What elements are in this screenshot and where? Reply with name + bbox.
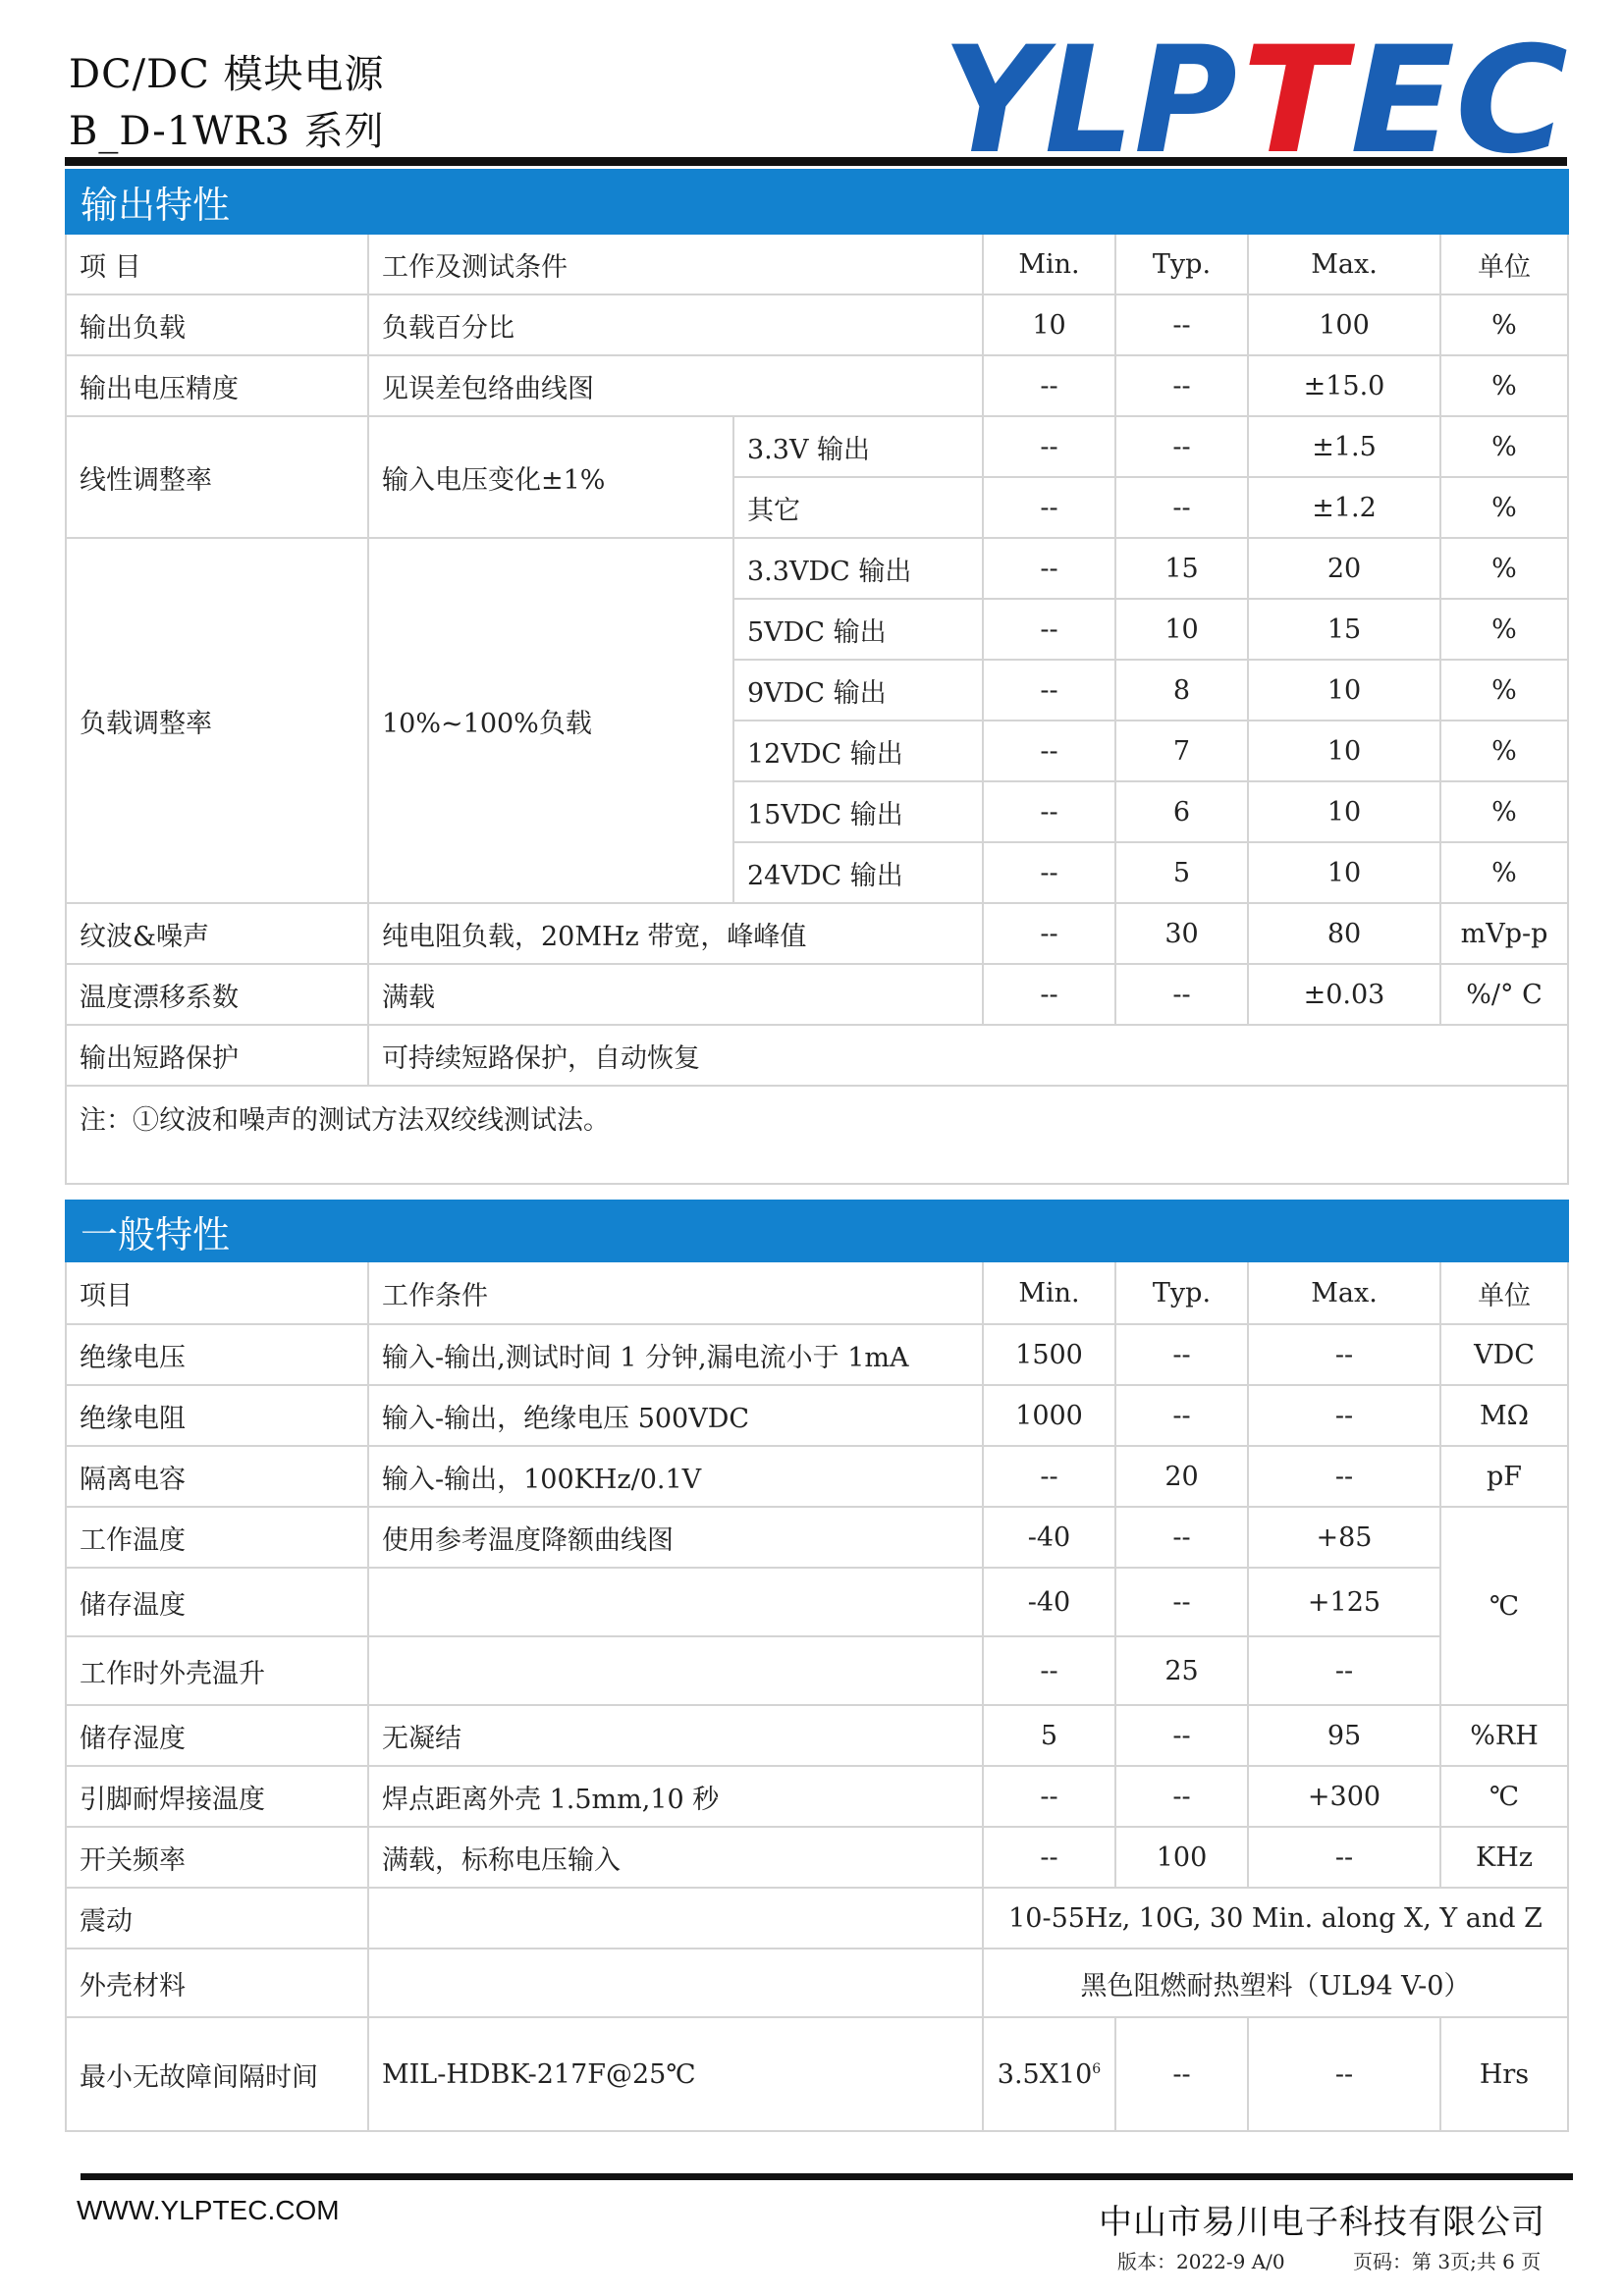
output-title-row (66, 170, 1568, 234)
row-typ: 6 (1115, 781, 1248, 842)
logo-ec: EC (1350, 41, 1568, 157)
row-min: -- (983, 1636, 1115, 1705)
row-typ: -- (1115, 2017, 1248, 2131)
row-typ: 20 (1115, 1446, 1248, 1507)
row-min: -- (983, 477, 1115, 538)
table-row (66, 1385, 1568, 1446)
row-condition: 焊点距离外壳 1.5mm,10 秒 (368, 1766, 983, 1827)
row-min (983, 2017, 1115, 2131)
row-item: 隔离电容 (66, 1446, 368, 1507)
row-unit: mVp-p (1440, 903, 1568, 964)
logo-t: T (1242, 41, 1356, 157)
row-min: -- (983, 416, 1115, 477)
row-condition: 负载百分比 (368, 294, 983, 355)
table-row (66, 1766, 1568, 1827)
row-max: ±15.0 (1248, 355, 1440, 416)
temperature-unit: ℃ (1440, 1507, 1568, 1705)
row-condition: 输入电压变化±1% (368, 416, 733, 538)
table-row (66, 1568, 1568, 1636)
table-row (66, 1507, 1568, 1568)
row-typ: 10 (1115, 599, 1248, 660)
case-material-value: 黑色阻燃耐热塑料（UL94 V-0） (983, 1949, 1568, 2017)
row-condition: 输入-输出，绝缘电压 500VDC (368, 1385, 983, 1446)
table-row (66, 355, 1568, 416)
row-condition (368, 1888, 983, 1949)
col-header-max: Max. (1248, 1261, 1440, 1324)
row-min: -40 (983, 1507, 1115, 1568)
table-row (66, 1827, 1568, 1888)
row-condition: 可持续短路保护，自动恢复 (368, 1025, 1568, 1086)
row-item: 绝缘电压 (66, 1324, 368, 1385)
row-max: +85 (1248, 1507, 1440, 1568)
ylptec-logo (943, 41, 1571, 157)
row-unit: KHz (1440, 1827, 1568, 1888)
row-item: 负载调整率 (66, 538, 368, 903)
row-item: 外壳材料 (66, 1949, 368, 2017)
general-title-row (66, 1201, 1568, 1261)
row-condition: 10%~100%负载 (368, 538, 733, 903)
row-unit: % (1440, 477, 1568, 538)
row-typ: -- (1115, 1385, 1248, 1446)
row-max: +300 (1248, 1766, 1440, 1827)
row-typ: -- (1115, 1568, 1248, 1636)
row-subcondition: 12VDC 输出 (733, 721, 983, 781)
row-condition: 纯电阻负载，20MHz 带宽，峰峰值 (368, 903, 983, 964)
output-header-row (66, 234, 1568, 294)
col-header-typ: Typ. (1115, 234, 1248, 294)
row-min: 1000 (983, 1385, 1115, 1446)
row-typ: 15 (1115, 538, 1248, 599)
table-row (66, 964, 1568, 1025)
row-condition: 见误差包络曲线图 (368, 355, 983, 416)
row-min: -- (983, 538, 1115, 599)
table-row (66, 1888, 1568, 1949)
row-max: 10 (1248, 781, 1440, 842)
row-item: 工作时外壳温升 (66, 1636, 368, 1705)
output-note: 注：①纹波和噪声的测试方法双绞线测试法。 (66, 1086, 1568, 1184)
row-condition (368, 1636, 983, 1705)
table-row (66, 538, 1568, 599)
row-unit: MΩ (1440, 1385, 1568, 1446)
footer-rule (81, 2173, 1573, 2180)
row-max: 80 (1248, 903, 1440, 964)
row-unit: % (1440, 842, 1568, 903)
row-typ: 30 (1115, 903, 1248, 964)
col-header-unit: 单位 (1440, 1261, 1568, 1324)
row-item: 温度漂移系数 (66, 964, 368, 1025)
row-unit: % (1440, 781, 1568, 842)
row-condition: 无凝结 (368, 1705, 983, 1766)
row-typ: -- (1115, 355, 1248, 416)
row-unit: % (1440, 721, 1568, 781)
footer-website: WWW.YLPTEC.COM (77, 2195, 340, 2225)
row-unit: Hrs (1440, 2017, 1568, 2131)
footer-version: 版本：2022-9 A/0 (1117, 2250, 1285, 2273)
note-row (66, 1086, 1568, 1184)
row-typ: -- (1115, 1705, 1248, 1766)
row-min: -- (983, 721, 1115, 781)
row-typ: 5 (1115, 842, 1248, 903)
row-typ: -- (1115, 964, 1248, 1025)
row-item: 绝缘电阻 (66, 1385, 368, 1446)
table-row (66, 1025, 1568, 1086)
row-min: 1500 (983, 1324, 1115, 1385)
row-min: -- (983, 781, 1115, 842)
footer-page-number: 页码：第 3页;共 6 页 (1353, 2250, 1542, 2273)
row-unit: VDC (1440, 1324, 1568, 1385)
row-subcondition: 15VDC 输出 (733, 781, 983, 842)
header-title-line2: B_D-1WR3 系列 (69, 109, 385, 154)
row-typ: -- (1115, 1766, 1248, 1827)
output-section-title: 输出特性 (66, 170, 1568, 234)
row-unit: pF (1440, 1446, 1568, 1507)
row-max: 15 (1248, 599, 1440, 660)
row-min: -40 (983, 1568, 1115, 1636)
row-max: ±1.5 (1248, 416, 1440, 477)
row-typ: 100 (1115, 1827, 1248, 1888)
row-min: -- (983, 599, 1115, 660)
table-row (66, 903, 1568, 964)
row-min: -- (983, 842, 1115, 903)
row-unit: %RH (1440, 1705, 1568, 1766)
col-header-unit: 单位 (1440, 234, 1568, 294)
row-item: 开关频率 (66, 1827, 368, 1888)
row-max: -- (1248, 1636, 1440, 1705)
row-condition: 输入-输出,测试时间 1 分钟,漏电流小于 1mA (368, 1324, 983, 1385)
row-item: 储存温度 (66, 1568, 368, 1636)
col-header-item: 项 目 (66, 234, 368, 294)
row-min: 10 (983, 294, 1115, 355)
row-max: -- (1248, 1827, 1440, 1888)
row-subcondition: 3.3V 输出 (733, 416, 983, 477)
general-characteristics-table (65, 1200, 1569, 2132)
row-max: 10 (1248, 721, 1440, 781)
row-max: -- (1248, 1446, 1440, 1507)
row-unit: % (1440, 599, 1568, 660)
vibration-value: 10-55Hz, 10G, 30 Min. along X, Y and Z (983, 1888, 1568, 1949)
row-condition: 满载，标称电压输入 (368, 1827, 983, 1888)
row-typ: -- (1115, 1507, 1248, 1568)
header-title-line1: DC/DC 模块电源 (69, 52, 385, 97)
row-typ: -- (1115, 294, 1248, 355)
col-header-condition: 工作条件 (368, 1261, 983, 1324)
row-typ: -- (1115, 416, 1248, 477)
header-rule (65, 157, 1567, 166)
row-condition: MIL-HDBK-217F@25℃ (368, 2017, 983, 2131)
row-max: ±1.2 (1248, 477, 1440, 538)
table-row (66, 1949, 1568, 2017)
row-item: 输出电压精度 (66, 355, 368, 416)
table-row (66, 1636, 1568, 1705)
col-header-condition: 工作及测试条件 (368, 234, 983, 294)
row-subcondition: 3.3VDC 输出 (733, 538, 983, 599)
row-item: 纹波&噪声 (66, 903, 368, 964)
row-item: 储存湿度 (66, 1705, 368, 1766)
row-item: 工作温度 (66, 1507, 368, 1568)
row-max: -- (1248, 1324, 1440, 1385)
row-unit: % (1440, 294, 1568, 355)
table-row (66, 1324, 1568, 1385)
output-characteristics-table (65, 169, 1569, 1185)
col-header-min: Min. (983, 234, 1115, 294)
row-item: 震动 (66, 1888, 368, 1949)
row-typ: -- (1115, 477, 1248, 538)
row-unit: %/° C (1440, 964, 1568, 1025)
row-min: -- (983, 660, 1115, 721)
row-max: ±0.03 (1248, 964, 1440, 1025)
row-condition (368, 1568, 983, 1636)
col-header-item: 项目 (66, 1261, 368, 1324)
col-header-min: Min. (983, 1261, 1115, 1324)
row-max: 100 (1248, 294, 1440, 355)
row-unit: ℃ (1440, 1766, 1568, 1827)
row-unit: % (1440, 416, 1568, 477)
row-unit: % (1440, 355, 1568, 416)
row-min: -- (983, 1766, 1115, 1827)
row-min: -- (983, 903, 1115, 964)
row-max: -- (1248, 1385, 1440, 1446)
table-row (66, 294, 1568, 355)
col-header-max: Max. (1248, 234, 1440, 294)
row-subcondition: 5VDC 输出 (733, 599, 983, 660)
row-subcondition: 24VDC 输出 (733, 842, 983, 903)
row-min: -- (983, 355, 1115, 416)
row-max: 20 (1248, 538, 1440, 599)
row-item: 输出短路保护 (66, 1025, 368, 1086)
row-max: +125 (1248, 1568, 1440, 1636)
row-condition: 使用参考温度降额曲线图 (368, 1507, 983, 1568)
col-header-typ: Typ. (1115, 1261, 1248, 1324)
row-max: 95 (1248, 1705, 1440, 1766)
row-max: 10 (1248, 842, 1440, 903)
row-condition: 输入-输出，100KHz/0.1V (368, 1446, 983, 1507)
row-condition (368, 1949, 983, 2017)
row-subcondition: 其它 (733, 477, 983, 538)
row-typ: 8 (1115, 660, 1248, 721)
row-item: 引脚耐焊接温度 (66, 1766, 368, 1827)
row-item: 线性调整率 (66, 416, 368, 538)
mtbf-base: 3.5X10 (997, 2058, 1093, 2090)
row-condition: 满载 (368, 964, 983, 1025)
mtbf-exponent: 6 (1092, 2060, 1102, 2077)
row-item: 最小无故障间隔时间 (66, 2017, 368, 2131)
row-item: 输出负载 (66, 294, 368, 355)
row-typ: 7 (1115, 721, 1248, 781)
table-row (66, 2017, 1568, 2131)
row-subcondition: 9VDC 输出 (733, 660, 983, 721)
row-min: 5 (983, 1705, 1115, 1766)
row-max: 10 (1248, 660, 1440, 721)
row-typ: -- (1115, 1324, 1248, 1385)
row-min: -- (983, 964, 1115, 1025)
logo-ylp: YLP (943, 41, 1242, 157)
row-max: -- (1248, 2017, 1440, 2131)
row-unit: % (1440, 538, 1568, 599)
row-min: -- (983, 1446, 1115, 1507)
table-row (66, 1446, 1568, 1507)
row-typ: 25 (1115, 1636, 1248, 1705)
footer-company: 中山市易川电子科技有限公司 (1099, 2203, 1545, 2242)
table-row (66, 1705, 1568, 1766)
general-header-row (66, 1261, 1568, 1324)
row-unit: % (1440, 660, 1568, 721)
table-row (66, 416, 1568, 477)
general-section-title: 一般特性 (66, 1201, 1568, 1261)
row-min: -- (983, 1827, 1115, 1888)
